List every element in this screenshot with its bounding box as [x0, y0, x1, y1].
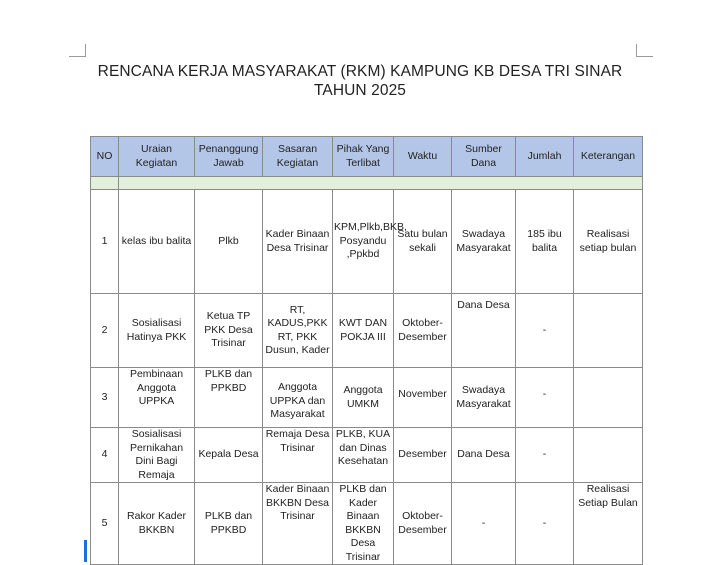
header-keterangan: Keterangan — [574, 137, 643, 177]
page-corner-mark-top-right — [636, 44, 653, 57]
cell-pihak: Anggota UMKM — [333, 368, 394, 428]
cell-penanggung: PLKB dan PPKBD — [195, 368, 263, 428]
spacer-cell — [119, 177, 643, 190]
cell-waktu: Oktober-Desember — [394, 483, 452, 565]
cell-keterangan — [574, 428, 643, 483]
table-row — [91, 428, 643, 483]
table-row — [91, 190, 643, 294]
header-uraian-kegiatan: Uraian Kegiatan — [119, 137, 195, 177]
header-sasaran-kegiatan: Sasaran Kegiatan — [263, 137, 333, 177]
cell-no: 2 — [91, 294, 119, 368]
table-row — [91, 294, 643, 368]
table-row — [91, 483, 643, 565]
cell-sumber-dana: Dana Desa — [452, 428, 516, 483]
cell-jumlah: - — [516, 294, 574, 368]
cell-waktu: Oktober-Desember — [394, 294, 452, 368]
text-cursor — [84, 540, 87, 562]
table-row — [91, 368, 643, 428]
cell-pihak: KPM,Plkb,BKB, Posyandu ,Ppkbd — [333, 190, 394, 294]
title-line-2: TAHUN 2025 — [313, 82, 407, 99]
page-corner-mark-top-left — [69, 44, 86, 57]
cell-uraian: Pembinaan Anggota UPPKA — [119, 368, 195, 428]
title-line-1: RENCANA KERJA MASYARAKAT (RKM) KAMPUNG KB DESA TRI SINAR — [97, 63, 623, 80]
cell-uraian: Rakor Kader BKKBN — [119, 483, 195, 565]
cell-keterangan: Realisasi setiap bulan — [574, 190, 643, 294]
cell-penanggung: Plkb — [195, 190, 263, 294]
cell-waktu: Satu bulan sekali — [394, 190, 452, 294]
cell-uraian: kelas ibu balita — [119, 190, 195, 294]
table-header-row — [91, 137, 643, 177]
cell-uraian: Sosialisasi Pernikahan Dini Bagi Remaja — [119, 428, 195, 483]
cell-jumlah: - — [516, 368, 574, 428]
header-pihak-terlibat: Pihak Yang Terlibat — [333, 137, 394, 177]
cell-sasaran: Kader Binaan BKKBN Desa Trisinar — [263, 483, 333, 565]
cell-sasaran: Kader Binaan Desa Trisinar — [263, 190, 333, 294]
rkm-table — [90, 136, 643, 565]
cell-sasaran: Remaja Desa Trisinar — [263, 428, 333, 483]
header-jumlah: Jumlah — [516, 137, 574, 177]
cell-pihak: KWT DAN POKJA III — [333, 294, 394, 368]
header-penanggung-jawab: Penanggung Jawab — [195, 137, 263, 177]
header-no: NO — [91, 137, 119, 177]
cell-sumber-dana: Swadaya Masyarakat — [452, 190, 516, 294]
cell-waktu: Desember — [394, 428, 452, 483]
cell-no: 5 — [91, 483, 119, 565]
header-sumber-dana: Sumber Dana — [452, 137, 516, 177]
cell-sasaran: RT, KADUS,PKK RT, PKK Dusun, Kader — [263, 294, 333, 368]
cell-no: 4 — [91, 428, 119, 483]
spacer-cell — [91, 177, 119, 190]
cell-pihak: PLKB dan Kader Binaan BKKBN Desa Trisinar — [333, 483, 394, 565]
cell-sumber-dana: Swadaya Masyarakat — [452, 368, 516, 428]
cell-jumlah: 185 ibu balita — [516, 190, 574, 294]
cell-penanggung: Kepala Desa — [195, 428, 263, 483]
cell-sumber-dana: - — [452, 483, 516, 565]
cell-keterangan — [574, 368, 643, 428]
document-title — [60, 62, 660, 100]
table-spacer-row — [91, 177, 643, 190]
cell-no: 3 — [91, 368, 119, 428]
cell-keterangan: Realisasi Setiap Bulan — [574, 483, 643, 565]
cell-waktu: November — [394, 368, 452, 428]
cell-no: 1 — [91, 190, 119, 294]
cell-pihak: PLKB, KUA dan Dinas Kesehatan — [333, 428, 394, 483]
cell-keterangan — [574, 294, 643, 368]
cell-sumber-dana: Dana Desa — [452, 294, 516, 368]
header-waktu: Waktu — [394, 137, 452, 177]
cell-uraian: Sosialisasi Hatinya PKK — [119, 294, 195, 368]
cell-jumlah: - — [516, 428, 574, 483]
cell-penanggung: PLKB dan PPKBD — [195, 483, 263, 565]
cell-sasaran: Anggota UPPKA dan Masyarakat — [263, 368, 333, 428]
cell-jumlah: - — [516, 483, 574, 565]
cell-penanggung: Ketua TP PKK Desa Trisinar — [195, 294, 263, 368]
